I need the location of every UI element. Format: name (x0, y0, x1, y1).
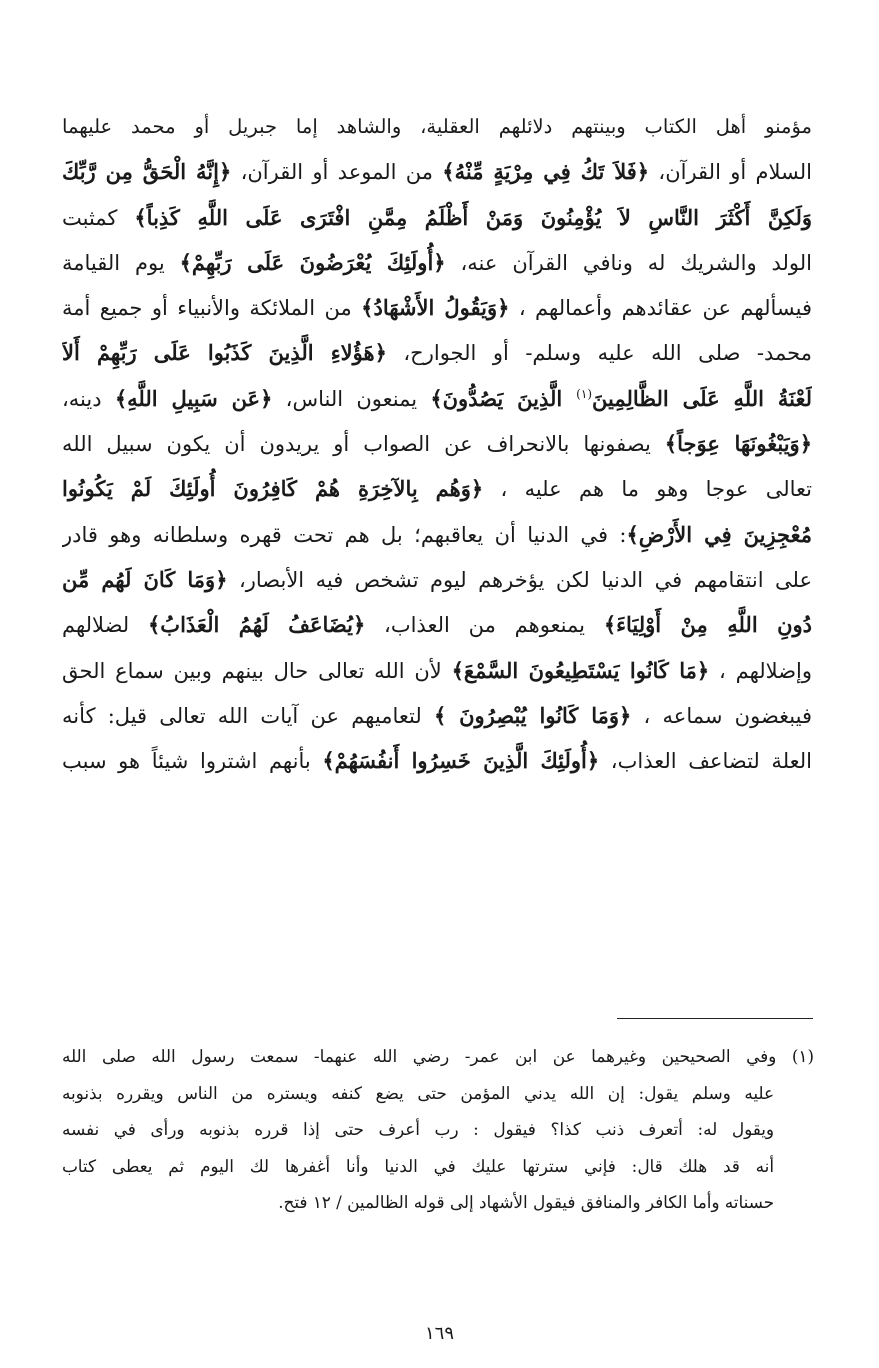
quran-verse: ﴿وَمَا كَانُوا يُبْصِرُونَ ﴾ (433, 702, 632, 728)
quran-verse: مُعْجِزِينَ فِي الأَرْضِ﴾ (626, 521, 812, 547)
text-segment: وإضلالهم ، (709, 658, 812, 683)
quran-verse: ﴿أُولَئِكَ يُعْرَضُونَ عَلَى رَبِّهِمْ﴾ (179, 249, 446, 275)
text-line (62, 104, 812, 149)
quran-verse: ﴿هَؤُلاءِ الَّذِينَ كَذَبُوا عَلَى رَبِّهِمْ أَلاَ (62, 340, 387, 366)
text-segment: كمثبت (62, 205, 135, 230)
quran-verse: ﴿فَلاَ تَكُ فِي مِرْيَةٍ مِّنْهُ﴾ (442, 159, 650, 185)
quran-verse: ﴿مَا كَانُوا يَسْتَطِيعُونَ السَّمْعَ﴾ (451, 657, 710, 683)
text-segment: يمنعون الناس، (272, 386, 431, 411)
text-line (62, 240, 812, 285)
quran-verse: ﴿عَن سَبِيلِ اللَّهِ﴾ (114, 385, 273, 411)
text-line (62, 149, 812, 194)
text-segment: تعالى عوجا وهو ما هم عليه ، (483, 477, 812, 502)
text-line (62, 330, 812, 375)
footnotes (62, 1038, 814, 1221)
text-segment: فيبغضون سماعه ، (631, 703, 812, 728)
text-segment: يوم القيامة (62, 250, 180, 275)
text-line (62, 195, 812, 240)
footnote-line: عليه وسلم يقول: إن الله يدني المؤمن حتى يضع كنفه ويستره من الناس ويقرره بذنوبه (62, 1082, 774, 1103)
quran-verse: ﴿يُضَاعَفُ لَهُمُ الْعَذَابُ﴾ (148, 612, 366, 638)
text-segment: يصفونها بالانحراف عن الصواب أو يريدون أن يكون سبيل الله (62, 432, 665, 457)
quran-verse: ﴿وَيَقُولُ الأَشْهَادُ﴾ (361, 295, 510, 321)
quran-verse: دُونِ اللَّهِ مِنْ أَوْلِيَاءَ﴾ (603, 612, 812, 638)
text-segment: على انتقامهم في الدنيا لكن يؤخرهم ليوم تشخص فيه الأبصار، (227, 567, 812, 592)
text-segment: السلام أو القرآن، (649, 160, 812, 185)
text-segment: لضلالهم (62, 613, 148, 638)
text-segment: دينه، (62, 386, 115, 411)
quran-verse: الَّذِينَ يَصُدُّونَ﴾ (430, 385, 577, 411)
text-segment: من الملائكة والأنبياء أو جميع أمة (62, 296, 362, 321)
text-line (62, 693, 812, 738)
text-line (62, 466, 812, 511)
text-segment: يمنعوهم من العذاب، (365, 613, 604, 638)
text-segment: : في الدنيا أن يعاقبهم؛ بل هم تحت قهره وسلطانه وهو قادر (62, 522, 627, 547)
quran-verse: لَعْنَةُ اللَّهِ عَلَى الظَّالِمِينَ (592, 385, 812, 411)
quran-verse: ﴿وَمَا كَانَ لَهُم مِّن (62, 566, 228, 592)
text-segment: من الموعد أو القرآن، (231, 160, 443, 185)
quran-verse: ﴿أُولَئِكَ الَّذِينَ خَسِرُوا أَنفُسَهُمْ﴾ (322, 748, 600, 774)
footnote-reference: (١) (576, 386, 592, 401)
text-segment: لأن الله تعالى حال بينهم وبين سماع الحق (62, 658, 452, 683)
text-segment: محمد- صلى الله عليه وسلم- أو الجوارح، (386, 341, 812, 366)
quran-verse: ﴿إِنَّهُ الْحَقُّ مِن رَّبِّكَ (62, 159, 232, 185)
text-segment: لتعاميهم عن آيات الله تعالى قيل: كأنه (62, 703, 434, 728)
footnote-line: ويقول له: أتعرف ذنب كذا؟ فيقول : رب أعرف حتى إذا قرره بذنوبه ورأى في نفسه (62, 1119, 774, 1140)
text-line (62, 285, 812, 330)
page-number: ١٦٩ (424, 1323, 454, 1344)
text-line (62, 602, 812, 647)
text-segment: فيسألهم عن عقائدهم وأعمالهم ، (509, 296, 812, 321)
text-line (62, 421, 812, 466)
footnote-line: حسناته وأما الكافر والمنافق فيقول الأشهاد إلى قوله الظالمين / ١٢ فتح. (278, 1192, 774, 1213)
quran-verse: وَلَكِنَّ أَكْثَرَ النَّاسِ لاَ يُؤْمِنُونَ وَمَنْ أَظْلَمُ مِمَّنِ افْتَرَى عَلَى اللَّهِ كَذِباً﴾ (134, 204, 812, 230)
main-text (62, 104, 812, 783)
text-line (62, 376, 812, 421)
text-segment: بأنهم اشتروا شيئاً هو سبب (62, 749, 323, 774)
text-segment: العلة لتضاعف العذاب، (599, 749, 812, 774)
text-line (62, 557, 812, 602)
footnote-line: (١) وفي الصحيحين وغيرهما عن ابن عمر- رضي الله عنهما- سمعت رسول الله صلى الله (62, 1046, 814, 1066)
quran-verse: ﴿وَهُم بِالآخِرَةِ هُمْ كَافِرُونَ أُولَئِكَ لَمْ يَكُونُوا (62, 476, 484, 502)
text-line (62, 648, 812, 693)
text-line (62, 512, 812, 557)
footnote-line: أنه قد هلك قال: فإني سترتها عليك في الدنيا وأنا أغفرها لك اليوم ثم يعطى كتاب (62, 1155, 774, 1176)
text-segment: الولد والشريك له ونافي القرآن عنه، (445, 250, 812, 275)
quran-verse: ﴿وَيَبْغُونَهَا عِوَجاً﴾ (664, 431, 812, 457)
footnote-separator (617, 1018, 813, 1019)
text-line (62, 738, 812, 783)
text-segment: مؤمنو أهل الكتاب وبينتهم دلائلهم العقلية، والشاهد إما جبريل أو محمد عليهما (62, 115, 812, 138)
